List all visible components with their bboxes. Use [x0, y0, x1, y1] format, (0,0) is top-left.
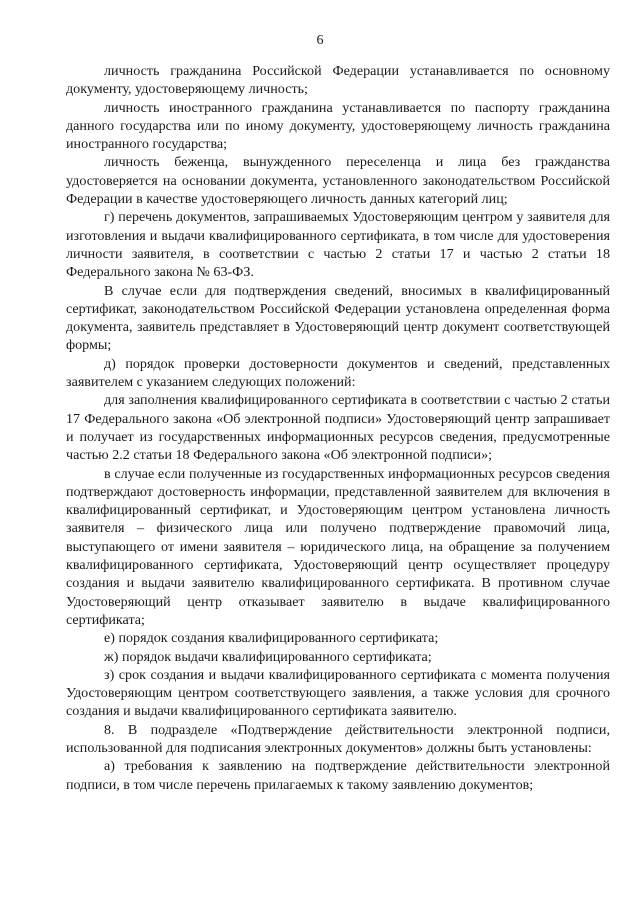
paragraph-item-z-terms: з) срок создания и выдачи квалифицированного сертификата с момента получения Удостоверяющим центром соответствующего заявления, а также условия для срочного создания и выдачи квалифицированного сертификата заявителю.	[66, 666, 610, 720]
paragraph-citizen-identity: личность гражданина Российской Федерации устанавливается по основному документу, удостоверяющему личность;	[66, 63, 610, 98]
paragraph-foreign-citizen-identity: личность иностранного гражданина устанавливается по паспорту гражданина данного государства или по иному документу, удостоверяющему личность гражданина иностранного государства;	[66, 99, 610, 153]
paragraph-item-d-verification: д) порядок проверки достоверности документов и сведений, представленных заявителем с указанием следующих положений:	[66, 355, 610, 391]
paragraph-refugee-identity: личность беженца, вынужденного переселенца и лица без гражданства удостоверяется на основании документа, установленного законодательством Российской Федерации в качестве удостоверяющего личность данных категорий лиц;	[66, 154, 610, 208]
paragraph-item-e-creation: е) порядок создания квалифицированного сертификата;	[104, 630, 439, 647]
paragraph-document-form: В случае если для подтверждения сведений, вносимых в квалифицированный сертификат, законодательством Российской Федерации установлена определенная форма документа, заявитель представляет в Удостоверяющий центр документ соответствующей формы;	[66, 282, 610, 354]
page-number: 6	[316, 33, 324, 48]
document-body	[66, 62, 610, 794]
paragraph-item-a-requirements: а) требования к заявлению на подтверждение действительности электронной подписи, в том числе перечень прилагаемых к такому заявлению документов;	[66, 758, 610, 793]
paragraph-verification-outcome: в случае если полученные из государственных информационных ресурсов сведения подтверждают достоверность информации, представленной заявителем для включения в квалифицированный сертификат, и Удостоверяющим центром установлена личность заявителя – физического лица или получено подтверждение правомочий лица, выступающего от имени заявителя – юридического лица, на обращение за получением квалифицированного сертификата, Удостоверяющий центр осуществляет процедуру создания и выдачи заявителю квалифицированного сертификата. В противном случае Удостоверяющий центр отказывает заявителю в выдаче квалифицированного сертификата;	[66, 465, 610, 628]
paragraph-item-g-documents-list: г) перечень документов, запрашиваемых Удостоверяющим центром у заявителя для изготовления и выдачи квалифицированного сертификата, в том числе для удостоверения личности заявителя, в соответствии с частью 2 статьи 17 и частью 2 статьи 18 Федерального закона № 63-ФЗ.	[66, 209, 610, 281]
paragraph-section-8: 8. В подразделе «Подтверждение действительности электронной подписи, использованной для подписания электронных документов» должны быть установлены:	[66, 721, 610, 756]
paragraph-item-zh-issuance: ж) порядок выдачи квалифицированного сертификата;	[104, 648, 432, 665]
paragraph-state-resources-request: для заполнения квалифицированного сертификата в соответствии с частью 2 статьи 17 Федерального закона «Об электронной подписи» Удостоверяющий центр запрашивает и получает из государственных информационных ресурсов сведения, предусмотренные частью 2.2 статьи 18 Федерального закона «Об электронной подписи»;	[66, 392, 610, 464]
